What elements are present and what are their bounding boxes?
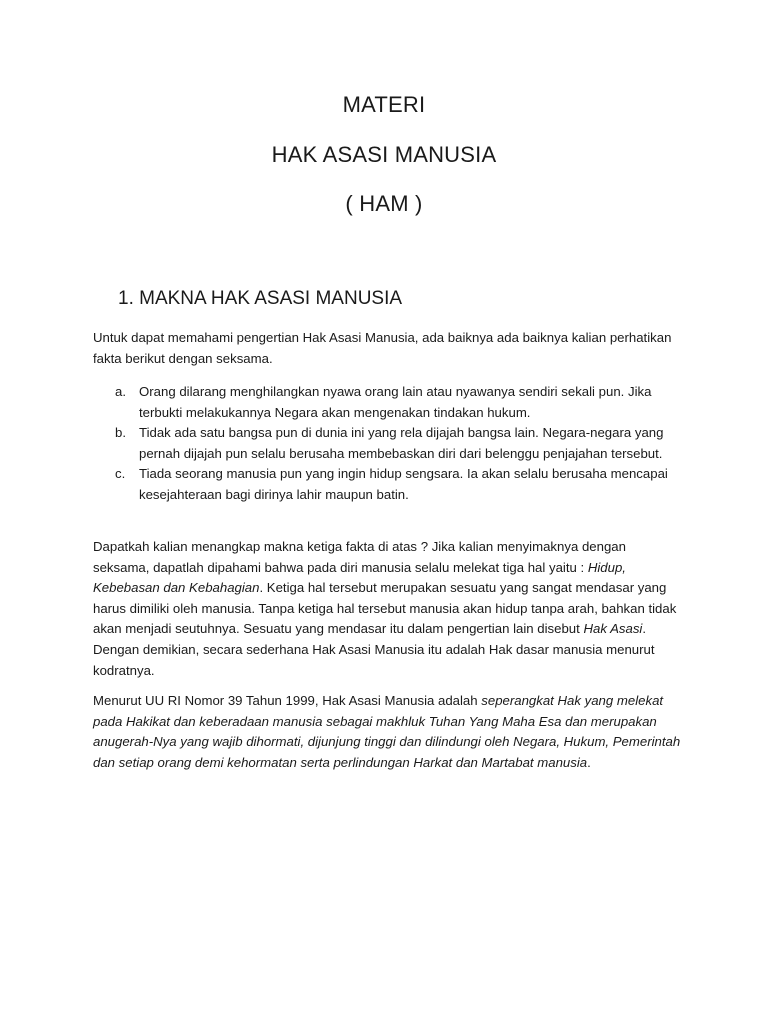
explanation-paragraph (93, 537, 683, 681)
paragraph-text: Dapatkah kalian menangkap makna ketiga fakta di atas ? Jika kalian menyimaknya dengan seksama, dapatlah dipahami bahwa pada diri manusia selalu melekat tiga hal yaitu : (93, 539, 626, 575)
definition-paragraph (93, 691, 683, 773)
list-item (93, 423, 683, 464)
list-marker: a. (115, 384, 126, 399)
facts-list (93, 382, 683, 506)
paragraph-italic-text: Hidup, Kebebasan dan Kebahagian (93, 559, 626, 596)
intro-paragraph: Untuk dapat memahami pengertian Hak Asasi Manusia, ada baiknya ada baiknya kalian perhatikan fakta berikut dengan seksama. (93, 330, 672, 366)
list-marker: b. (115, 425, 126, 441)
paragraph-italic-text: seperangkat Hak yang melekat pada Hakikat dan keberadaan manusia sebagai makhluk Tuhan Yang Maha Esa dan merupakan anugerah-Nya yang wajib dihormati, dijunjung tinggi dan dilindungi oleh Negara, Hukum, Pemerintah dan setiap orang demi kehormatan serta perlindungan Harkat dan Martabat manusia (93, 693, 681, 770)
list-marker: c. (115, 466, 126, 482)
title-hak-asasi-manusia: HAK ASASI MANUSIA (271, 142, 497, 167)
paragraph-italic-text: Hak Asasi (583, 621, 643, 637)
title-ham: ( HAM ) (345, 191, 423, 216)
paragraph-text: . (587, 754, 591, 770)
list-item (93, 464, 683, 505)
paragraph-text: Menurut UU RI Nomor 39 Tahun 1999, Hak Asasi Manusia adalah (93, 693, 482, 708)
title-materi: MATERI (342, 92, 426, 117)
paragraph-text: . Ketiga hal tersebut merupakan sesuatu yang sangat mendasar yang harus dimiliki oleh manusia. Tanpa ketiga hal tersebut manusia akan hidup tanpa arah, bahkan tidak akan menjadi seutuhnya. Sesuatu yang mendasar itu dalam pengertian lain disebut (93, 580, 677, 637)
section-heading: 1. MAKNA HAK ASASI MANUSIA (118, 288, 403, 309)
list-item (93, 382, 683, 423)
list-item-text: Tidak ada satu bangsa pun di dunia ini yang rela dijajah bangsa lain. Negara-negara yang pernah dijajah pun selalu berusaha membebaskan diri dari belenggu penjajahan tersebut. (139, 425, 664, 461)
paragraph-text: . Dengan demikian, secara sederhana Hak Asasi Manusia itu adalah Hak dasar manusia menurut kodratnya. (93, 621, 655, 678)
list-item-text: Tiada seorang manusia pun yang ingin hidup sengsara. Ia akan selalu berusaha mencapai kesejahteraan bagi dirinya lahir maupun batin. (139, 466, 668, 502)
list-item-text: Orang dilarang menghilangkan nyawa orang lain atau nyawanya sendiri sekali pun. Jika terbukti melakukannya Negara akan mengenakan tindakan hukum. (139, 384, 652, 420)
